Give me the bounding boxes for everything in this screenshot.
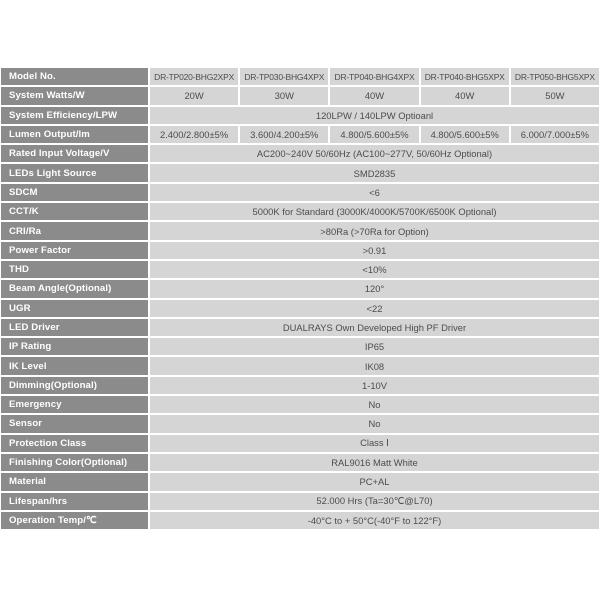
spec-row-value: 4.800/5.600±5% bbox=[421, 126, 509, 143]
spec-row bbox=[1, 454, 599, 471]
spec-row bbox=[1, 68, 599, 85]
spec-row-label: Beam Angle(Optional) bbox=[1, 280, 148, 297]
spec-row bbox=[1, 126, 599, 143]
spec-row-value: <10% bbox=[150, 261, 599, 278]
spec-row-label: Power Factor bbox=[1, 242, 148, 259]
spec-row-value: >80Ra (>70Ra for Option) bbox=[150, 222, 599, 239]
spec-row-value: DUALRAYS Own Developed High PF Driver bbox=[150, 319, 599, 336]
spec-row-label: SDCM bbox=[1, 184, 148, 201]
spec-row-label: Material bbox=[1, 473, 148, 490]
spec-row bbox=[1, 107, 599, 124]
spec-row-value: 3.600/4.200±5% bbox=[240, 126, 328, 143]
spec-row-label: Lifespan/hrs bbox=[1, 493, 148, 510]
spec-row-label: Emergency bbox=[1, 396, 148, 413]
spec-row bbox=[1, 396, 599, 413]
spec-row bbox=[1, 164, 599, 181]
spec-row-value: 40W bbox=[421, 87, 509, 104]
spec-row bbox=[1, 319, 599, 336]
spec-row-value: 30W bbox=[240, 87, 328, 104]
spec-row-label: LED Driver bbox=[1, 319, 148, 336]
spec-row-value: <6 bbox=[150, 184, 599, 201]
spec-row-value: 40W bbox=[330, 87, 418, 104]
spec-row-label: Sensor bbox=[1, 415, 148, 432]
spec-row bbox=[1, 377, 599, 394]
spec-row-value: PC+AL bbox=[150, 473, 599, 490]
spec-row-value: >0.91 bbox=[150, 242, 599, 259]
spec-row-value: IK08 bbox=[150, 357, 599, 374]
spec-row bbox=[1, 87, 599, 104]
spec-row-label: CRI/Ra bbox=[1, 222, 148, 239]
spec-row-label: Lumen Output/lm bbox=[1, 126, 148, 143]
spec-row-label: CCT/K bbox=[1, 203, 148, 220]
spec-row bbox=[1, 473, 599, 490]
spec-row-value: Class Ⅰ bbox=[150, 435, 599, 452]
spec-row-value: AC200~240V 50/60Hz (AC100~277V, 50/60Hz Optional) bbox=[150, 145, 599, 162]
spec-row-label: Rated Input Voltage/V bbox=[1, 145, 148, 162]
spec-row-value: 52.000 Hrs (Ta=30℃@L70) bbox=[150, 493, 599, 510]
spec-row-label: Protection Class bbox=[1, 435, 148, 452]
spec-row-value: 5000K for Standard (3000K/4000K/5700K/6500K Optional) bbox=[150, 203, 599, 220]
spec-row-label: Model No. bbox=[1, 68, 148, 85]
spec-row-value: No bbox=[150, 415, 599, 432]
spec-row-label: LEDs Light Source bbox=[1, 164, 148, 181]
spec-row-label: System Watts/W bbox=[1, 87, 148, 104]
spec-row bbox=[1, 435, 599, 452]
spec-row bbox=[1, 512, 599, 529]
spec-row bbox=[1, 280, 599, 297]
spec-row bbox=[1, 222, 599, 239]
spec-row-label: Dimming(Optional) bbox=[1, 377, 148, 394]
spec-row-value: DR-TP050-BHG5XPX bbox=[511, 68, 599, 85]
spec-row-value: DR-TP020-BHG2XPX bbox=[150, 68, 238, 85]
spec-row bbox=[1, 493, 599, 510]
spec-row-value: 50W bbox=[511, 87, 599, 104]
spec-row-value: 20W bbox=[150, 87, 238, 104]
spec-row-label: Finishing Color(Optional) bbox=[1, 454, 148, 471]
spec-row bbox=[1, 415, 599, 432]
spec-row bbox=[1, 145, 599, 162]
spec-row-value: 4.800/5.600±5% bbox=[330, 126, 418, 143]
spec-row-label: Operation Temp/℃ bbox=[1, 512, 148, 529]
spec-row-value: 2.400/2.800±5% bbox=[150, 126, 238, 143]
spec-row-value: 120° bbox=[150, 280, 599, 297]
spec-table bbox=[1, 68, 599, 531]
spec-row bbox=[1, 338, 599, 355]
spec-row-value: SMD2835 bbox=[150, 164, 599, 181]
spec-row-value: DR-TP030-BHG4XPX bbox=[240, 68, 328, 85]
spec-row-value: No bbox=[150, 396, 599, 413]
spec-row-label: System Efficiency/LPW bbox=[1, 107, 148, 124]
spec-row bbox=[1, 184, 599, 201]
spec-row bbox=[1, 357, 599, 374]
spec-row-value: 1-10V bbox=[150, 377, 599, 394]
spec-row-value: 6.000/7.000±5% bbox=[511, 126, 599, 143]
spec-row-label: IP Rating bbox=[1, 338, 148, 355]
spec-row-value: RAL9016 Matt White bbox=[150, 454, 599, 471]
spec-row-value: DR-TP040-BHG5XPX bbox=[421, 68, 509, 85]
spec-row bbox=[1, 300, 599, 317]
spec-row-value: IP65 bbox=[150, 338, 599, 355]
spec-row-value: DR-TP040-BHG4XPX bbox=[330, 68, 418, 85]
spec-row bbox=[1, 242, 599, 259]
spec-row bbox=[1, 203, 599, 220]
spec-row-value: 120LPW / 140LPW Optioanl bbox=[150, 107, 599, 124]
spec-row-label: THD bbox=[1, 261, 148, 278]
spec-row-value: <22 bbox=[150, 300, 599, 317]
spec-row bbox=[1, 261, 599, 278]
spec-row-label: UGR bbox=[1, 300, 148, 317]
spec-row-label: IK Level bbox=[1, 357, 148, 374]
spec-row-value: -40°C to + 50°C(-40°F to 122°F) bbox=[150, 512, 599, 529]
